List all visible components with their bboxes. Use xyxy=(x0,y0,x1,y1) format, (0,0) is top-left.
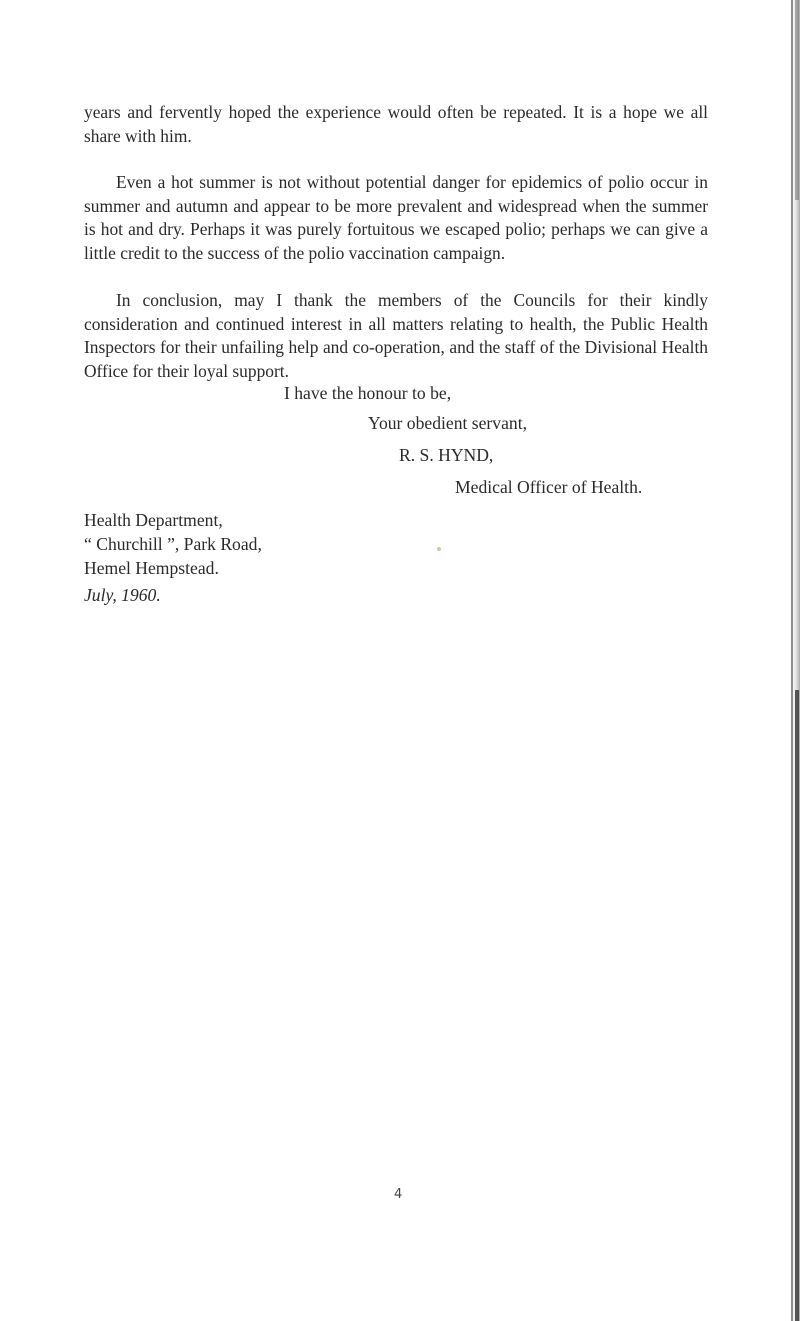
scan-edge-line xyxy=(791,0,793,1321)
address-line-building: “ Churchill ”, Park Road, xyxy=(84,534,262,554)
page-number: 4 xyxy=(394,1187,403,1202)
closing-servant: Your obedient servant, xyxy=(368,413,527,433)
document-date: July, 1960. xyxy=(84,585,161,605)
paragraph-continuation: years and fervently hoped the experience would often be repeated. It is a hope we all share with him. xyxy=(84,102,708,146)
scan-edge-dark-bottom xyxy=(795,690,799,1321)
closing-honour: I have the honour to be, xyxy=(284,383,452,403)
paragraph-polio: Even a hot summer is not without potential danger for epidemics of polio occur in summer and autumn and appear to be more prevalent and widespread when the summer is hot and dry. Perhaps it was purely fortuitous we escaped polio; perhaps we can give a little credit to the success of the polio vaccination campaign. xyxy=(84,172,708,263)
signatory-title: Medical Officer of Health. xyxy=(455,477,643,497)
scan-edge-dark-top xyxy=(795,0,799,200)
signatory-name: R. S. HYND, xyxy=(399,445,494,465)
address-line-department: Health Department, xyxy=(84,510,223,530)
paragraph-conclusion: In conclusion, may I thank the members of the Councils for their kindly consideration and continued interest in all matters relating to health, the Public Health Inspectors for their unfailing help and co-operation, and the staff of the Divisional Health Office for their loyal support. xyxy=(84,290,708,381)
address-line-town: Hemel Hempstead. xyxy=(84,558,219,578)
scan-speck xyxy=(437,547,441,551)
